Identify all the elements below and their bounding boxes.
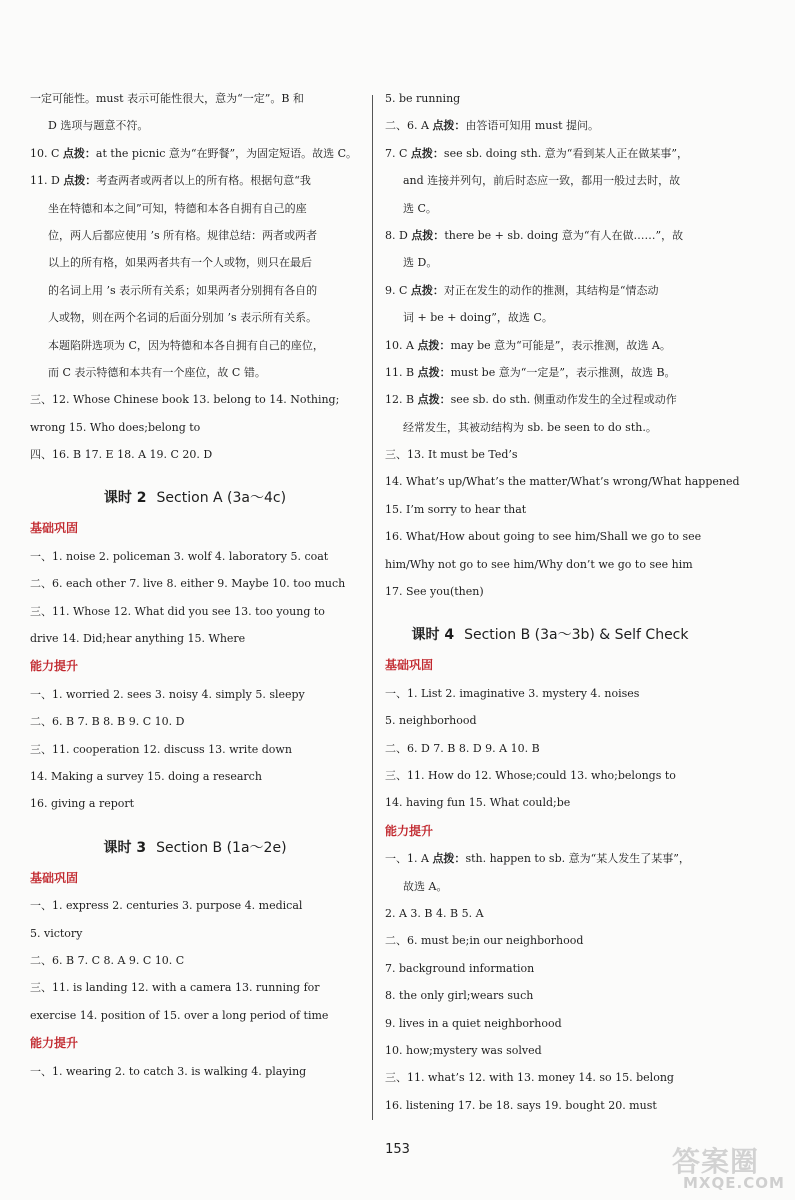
answer-text: 对正在发生的动作的推测，其结构是“情态动 (443, 283, 659, 297)
answer-line (30, 688, 360, 701)
answer-line (385, 256, 715, 269)
answer-text: and 连接并列句，前后时态应一致，都用一般过去时，故 (403, 174, 681, 188)
answer-text: may be 意为“可能是”，表示推测，故选 A。 (450, 338, 671, 352)
answer-text: 坐在特德和本之间”可知，特德和本各自拥有自己的座 (48, 201, 307, 215)
answer-line (385, 742, 715, 755)
question-number: 11. D (30, 174, 60, 188)
answer-text: exercise 14. position of 15. over a long period of time (30, 1008, 329, 1022)
answer-text: 7. background information (385, 961, 535, 975)
left-column (30, 92, 360, 1092)
answer-line (30, 339, 360, 352)
answer-line (30, 284, 360, 297)
answer-text: 三、13. It must be Ted’s (385, 448, 518, 462)
answer-line (385, 962, 715, 975)
answer-line (30, 797, 360, 810)
answer-line (30, 311, 360, 324)
answer-line (385, 880, 715, 893)
answer-line (385, 558, 715, 571)
section-subheading: 基础巩固 (30, 521, 79, 536)
answer-text: 2. A 3. B 4. B 5. A (385, 906, 484, 920)
answer-line (385, 585, 715, 598)
answer-line (30, 1009, 360, 1022)
answer-line (385, 311, 715, 324)
answer-line (385, 989, 715, 1002)
lesson-heading (30, 839, 360, 857)
answer-text: there be + sb. doing 意为“有人在做……”，故 (444, 228, 684, 242)
section-subheading: 基础巩固 (385, 658, 434, 673)
answer-text: 二、6. must be;in our neighborhood (385, 934, 584, 948)
answer-text: wrong 15. Who does;belong to (30, 420, 201, 434)
answer-text: 二、6. B 7. C 8. A 9. C 10. C (30, 953, 185, 967)
answer-line (385, 475, 740, 489)
lesson-number: 课时 4 (411, 627, 455, 644)
answer-text: at the picnic 意为“在野餐”，为固定短语。故选 C。 (95, 146, 358, 160)
answer-line (30, 92, 360, 105)
answer-text: 三、11. is landing 12. with a camera 13. running for (30, 981, 320, 995)
answer-text: 选 C。 (403, 201, 437, 215)
answer-line (30, 577, 360, 590)
hint-label: 点拨： (417, 365, 451, 379)
answer-text: 而 C 表示特德和本共有一个座位，故 C 错。 (48, 365, 266, 379)
answer-text: 一、1. List 2. imaginative 3. mystery 4. noises (385, 686, 640, 700)
answer-line (30, 393, 360, 406)
answer-line (30, 119, 360, 132)
answer-line (385, 503, 715, 516)
answer-line (30, 1065, 360, 1078)
lesson-number: 课时 2 (103, 490, 147, 507)
lesson-heading (385, 626, 715, 644)
answer-text: 的名词上用 ’s 表示所有关系；如果两者分别拥有各自的 (48, 283, 318, 297)
answer-line (30, 743, 360, 756)
answer-text: 故选 A。 (403, 879, 448, 893)
question-number: 7. C (385, 146, 408, 160)
answer-line (385, 339, 715, 352)
answer-line (385, 1099, 715, 1112)
answer-line (385, 934, 715, 947)
answer-text: 考查两者或两者以上的所有格。根据句意“我 (96, 174, 311, 188)
answer-text: 三、11. Whose 12. What did you see 13. too young to (30, 604, 325, 618)
answer-text: 二、6. each other 7. live 8. either 9. Maybe 10. too much (30, 577, 346, 591)
answer-line (30, 770, 360, 783)
answer-line (385, 796, 715, 809)
right-column (385, 92, 740, 1126)
answer-text: 一、1. express 2. centuries 3. purpose 4. medical (30, 899, 303, 913)
page-number: 153 (385, 1142, 410, 1157)
answer-line (30, 927, 360, 940)
question-number: 10. C (30, 146, 60, 160)
answer-line (385, 769, 715, 782)
answer-text: 5. neighborhood (385, 714, 477, 728)
answer-text: drive 14. Did;hear anything 15. Where (30, 632, 246, 646)
hint-label: 点拨： (417, 338, 451, 352)
answer-line (385, 530, 715, 543)
answer-text: see sb. do sth. 侧重动作发生的全过程或动作 (450, 393, 677, 407)
answer-line (385, 119, 715, 132)
answer-text: 5. victory (30, 926, 83, 940)
answer-text: see sb. doing sth. 意为“看到某人正在做某事”， (443, 146, 688, 160)
answer-text: 17. See you(then) (385, 585, 484, 599)
answer-line (385, 229, 715, 242)
answer-line (385, 393, 715, 406)
answer-text: 14. What’s up/What’s the matter/What’s wrong/What happened (385, 475, 740, 489)
lesson-heading (30, 489, 360, 507)
lesson-section: Section A (3a～4c) (156, 490, 287, 507)
answer-text: 选 D。 (403, 256, 438, 270)
answer-text: 由答语可知用 must 提问。 (465, 119, 600, 133)
answer-text: 一、1. worried 2. sees 3. noisy 4. simply 5. sleepy (30, 687, 305, 701)
answer-text: 词 + be + doing”，故选 C。 (403, 311, 553, 325)
answer-line (385, 1071, 715, 1084)
section-subheading: 基础巩固 (30, 870, 79, 885)
answer-text: 三、11. cooperation 12. discuss 13. write down (30, 742, 292, 756)
answer-text: 位，两人后都应使用 ’s 所有格。规律总结：两者或两者 (48, 228, 318, 242)
answer-line (385, 852, 715, 865)
answer-text: 四、16. B 17. E 18. A 19. C 20. D (30, 448, 213, 462)
answer-line (30, 954, 360, 967)
answer-line (30, 147, 360, 160)
answer-line (30, 421, 360, 434)
question-number: 11. B (385, 365, 415, 379)
answer-text: 8. the only girl;wears such (385, 989, 534, 1003)
hint-label: 点拨： (410, 283, 444, 297)
section-subheading: 能力提升 (30, 1036, 79, 1051)
question-number: 8. D (385, 228, 408, 242)
answer-line (385, 1044, 715, 1057)
hint-label: 点拨： (410, 146, 444, 160)
answer-text: 5. be running (385, 92, 461, 105)
answer-line (385, 366, 715, 379)
answer-line (30, 899, 360, 912)
answer-line (385, 1017, 715, 1030)
answer-text: 10. how;mystery was solved (385, 1043, 542, 1057)
answer-text: 16. What/How about going to see him/Shall we go to see (385, 530, 702, 544)
answer-line (30, 202, 360, 215)
section-subheading: 能力提升 (30, 659, 79, 674)
watermark-url: MXQE.COM (683, 1174, 785, 1192)
answer-text: must be 意为“一定是”，表示推测，故选 B。 (450, 365, 676, 379)
lesson-section: Section B (3a～3b) & Self Check (464, 627, 689, 644)
answer-text: D 选项与题意不符。 (48, 119, 149, 133)
answer-text: 三、12. Whose Chinese book 13. belong to 14. Nothing; (30, 393, 340, 407)
question-number: 二、6. A (385, 119, 429, 133)
answer-line (30, 632, 360, 645)
hint-label: 点拨： (63, 174, 97, 188)
answer-line (30, 550, 360, 563)
answer-line (385, 92, 715, 105)
answer-line (385, 202, 715, 215)
answer-line (385, 714, 715, 727)
question-number: 12. B (385, 393, 415, 407)
answer-text: 一、1. noise 2. policeman 3. wolf 4. laboratory 5. coat (30, 549, 329, 563)
answer-line (30, 366, 360, 379)
hint-label: 点拨： (411, 228, 445, 242)
answer-text: 14. having fun 15. What could;be (385, 796, 571, 810)
answer-text: 14. Making a survey 15. doing a research (30, 769, 262, 783)
answer-line (30, 229, 360, 242)
answer-text: 二、6. D 7. B 8. D 9. A 10. B (385, 741, 540, 755)
hint-label: 点拨： (432, 852, 466, 866)
answer-line (385, 147, 715, 160)
question-number: 10. A (385, 338, 414, 352)
answer-text: 15. I’m sorry to hear that (385, 502, 527, 516)
answer-line (385, 448, 715, 461)
answer-text: 二、6. B 7. B 8. B 9. C 10. D (30, 715, 185, 729)
answer-line (30, 256, 360, 269)
answer-text: sth. happen to sb. 意为“某人发生了某事”， (465, 852, 690, 866)
answer-text: 一定可能性。must 表示可能性很大，意为“一定”。B 和 (30, 92, 304, 105)
question-number: 9. C (385, 283, 408, 297)
answer-text: 9. lives in a quiet neighborhood (385, 1016, 562, 1030)
hint-label: 点拨： (417, 393, 451, 407)
answer-line (30, 715, 360, 728)
answer-text: 以上的所有格，如果两者共有一个人或物，则只在最后 (48, 256, 312, 270)
answer-line (385, 174, 715, 187)
answer-text: 16. listening 17. be 18. says 19. bought 20. must (385, 1098, 657, 1112)
answer-text: 一、1. wearing 2. to catch 3. is walking 4. playing (30, 1064, 307, 1078)
answer-line (30, 174, 360, 187)
answer-text: him/Why not go to see him/Why don’t we go to see him (385, 557, 693, 571)
watermark-logo: 答案圈 (672, 1145, 760, 1178)
answer-line (30, 981, 360, 994)
lesson-number: 课时 3 (103, 839, 147, 856)
section-subheading: 能力提升 (385, 823, 434, 838)
answer-line (30, 605, 360, 618)
question-number: 一、1. A (385, 852, 429, 866)
answer-text: 三、11. How do 12. Whose;could 13. who;belongs to (385, 768, 676, 782)
answer-line (385, 907, 715, 920)
answer-text: 经常发生，其被动结构为 sb. be seen to do sth.。 (403, 420, 657, 434)
answer-line (385, 687, 715, 700)
column-divider (372, 95, 373, 1120)
hint-label: 点拨： (62, 146, 96, 160)
lesson-section: Section B (1a～2e) (156, 839, 287, 856)
answer-text: 16. giving a report (30, 797, 135, 811)
answer-text: 人或物，则在两个名词的后面分别加 ’s 表示所有关系。 (48, 311, 318, 325)
answer-text: 三、11. what’s 12. with 13. money 14. so 15. belong (385, 1071, 674, 1085)
answer-text: 本题陷阱选项为 C，因为特德和本各自拥有自己的座位， (48, 338, 324, 352)
answer-line (385, 284, 715, 297)
answer-line (385, 421, 715, 434)
answer-line (30, 448, 360, 461)
hint-label: 点拨： (432, 119, 466, 133)
